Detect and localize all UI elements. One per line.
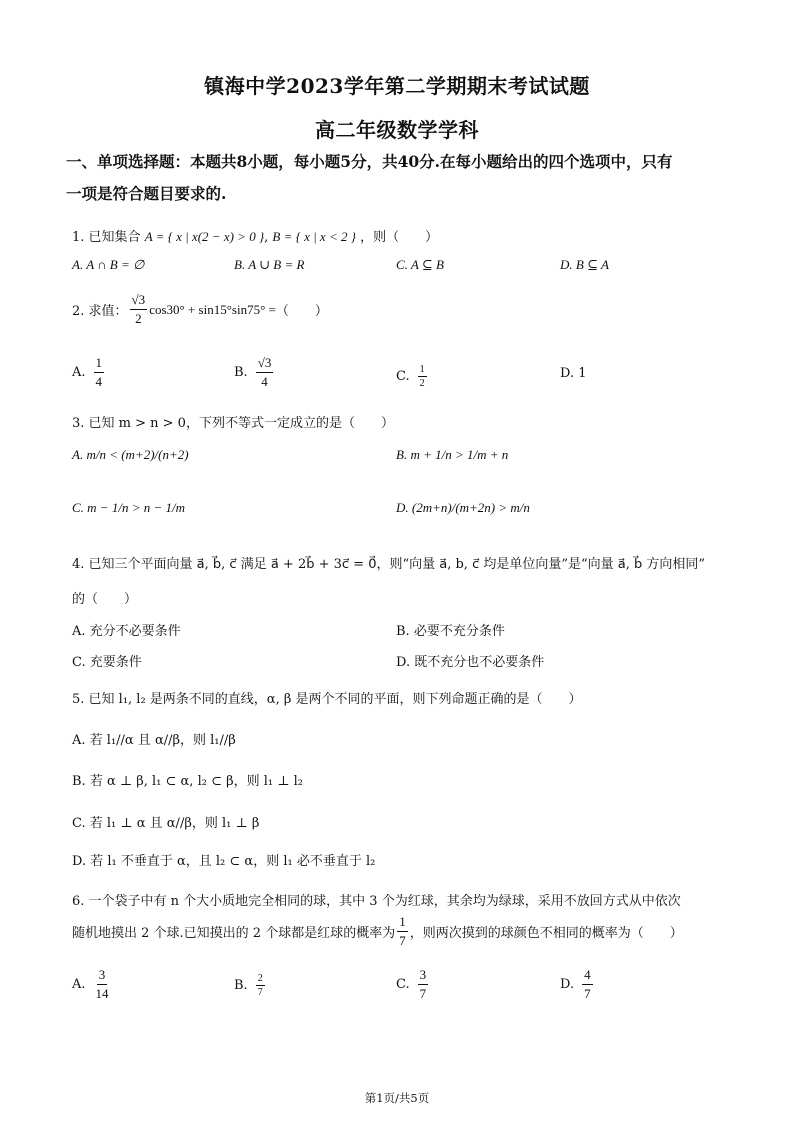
q6-option-b-den: 7	[257, 987, 263, 998]
q3-option-d: D. (2m+n)/(m+2n) > m/n	[396, 500, 530, 515]
q6-option-c-den: 7	[419, 986, 427, 1001]
q5-option-c: C. 若 l₁ ⊥ α 且 α//β，则 l₁ ⊥ β	[72, 816, 260, 831]
q2-option-c	[396, 364, 429, 389]
q6-option-a-num: 3	[97, 967, 108, 985]
q6-option-d	[560, 967, 595, 1002]
q1-option-c: C. A ⊆ B	[396, 257, 444, 272]
q6-option-b-fraction	[256, 973, 265, 998]
q2-stem	[72, 292, 328, 327]
q6-option-b-num: 2	[257, 973, 263, 984]
q1-stem-suffix: ，则（ ）	[360, 230, 439, 245]
q2-option-a	[72, 355, 106, 390]
q5-option-b: B. 若 α ⊥ β, l₁ ⊂ α, l₂ ⊂ β，则 l₁ ⊥ l₂	[72, 774, 303, 789]
q2-option-b	[234, 355, 275, 390]
q2-option-a-label: A.	[72, 365, 86, 380]
exam-title: 镇海中学2023学年第二学期期末考试试题	[204, 74, 590, 98]
q2-fraction	[130, 292, 148, 327]
q2-option-d: D. 1	[560, 366, 587, 381]
q2-option-a-fraction	[94, 355, 105, 390]
q6-option-a-den: 14	[95, 986, 109, 1001]
q2-option-b-num: √3	[256, 355, 274, 373]
q2-option-c-den: 2	[419, 378, 425, 389]
q4-option-b: B. 必要不充分条件	[396, 624, 505, 639]
q6-probability-den: 7	[399, 933, 406, 948]
exam-subtitle: 高二年级数学学科	[315, 118, 479, 142]
q6-option-c-num: 3	[418, 967, 429, 985]
q6-stem-line1: 6. 一个袋子中有 n 个大小质地完全相同的球，其中 3 个为红球，其余均为绿球，采用不放回方式从中依次	[72, 894, 681, 909]
q5-stem: 5. 已知 l₁, l₂ 是两条不同的直线，α, β 是两个不同的平面，则下列命题正确的是（ ）	[72, 692, 582, 707]
q3-option-c: C. m − 1/n > n − 1/m	[72, 500, 185, 515]
q6-option-a-label: A.	[72, 977, 86, 992]
q2-stem-suffix: （ ）	[275, 304, 328, 319]
q6-option-b	[234, 973, 267, 998]
page-number: 第1页/共5页	[364, 1091, 430, 1105]
q2-option-b-fraction	[256, 355, 274, 390]
q4-stem-line1: 4. 已知三个平面向量 a⃗, b⃗, c⃗ 满足 a⃗ + 2b⃗ + 3c⃗ = 0⃗，则“向量 a⃗, b, c⃗ 均是单位向量”是“向量 a⃗, b⃗ 方向相同”	[72, 557, 706, 572]
q4-option-a: A. 充分不必要条件	[72, 624, 181, 639]
q6-option-d-fraction	[582, 967, 593, 1002]
q6-stem-line2	[72, 914, 683, 949]
q2-fraction-numerator: √3	[130, 292, 148, 310]
q6-probability-num: 1	[397, 914, 408, 932]
q6-option-a-fraction	[94, 967, 111, 1002]
q6-stem-line2-prefix: 随机地摸出 2 个球.已知摸出的 2 个球都是红球的概率为	[72, 926, 396, 941]
q3-option-a: A. m/n < (m+2)/(n+2)	[72, 447, 189, 462]
q6-option-b-label: B.	[234, 978, 248, 993]
q5-option-d: D. 若 l₁ 不垂直于 α，且 l₂ ⊂ α，则 l₁ 必不垂直于 l₂	[72, 854, 376, 869]
q1-set-b: B = { x | x < 2 }	[272, 229, 356, 244]
q3-option-b: B. m + 1/n > 1/m + n	[396, 447, 509, 462]
q6-option-c-fraction	[418, 967, 429, 1002]
q2-option-a-num: 1	[94, 355, 105, 373]
q1-option-b: B. A ∪ B = R	[234, 257, 305, 272]
q4-option-d: D. 既不充分也不必要条件	[396, 655, 545, 670]
q1-set-a: A = { x | x(2 − x) > 0 }	[144, 229, 265, 244]
q2-fraction-denominator: 2	[135, 311, 142, 326]
q3-stem: 3. 已知 m > n > 0，下列不等式一定成立的是（ ）	[72, 416, 394, 431]
q6-option-a	[72, 967, 113, 1002]
q6-option-d-label: D.	[560, 977, 575, 992]
section-heading-line1: 一、单项选择题：本题共8小题，每小题5分，共40分.在每小题给出的四个选项中，只有	[66, 152, 673, 171]
q1-option-a: A. A ∩ B = ∅	[72, 257, 145, 272]
q2-stem-prefix: 2. 求值：	[72, 304, 128, 319]
q4-stem-line2: 的（ ）	[72, 592, 138, 607]
q6-option-c-label: C.	[396, 977, 410, 992]
q2-option-b-label: B.	[234, 365, 248, 380]
q1-stem-prefix: 1. 已知集合	[72, 230, 141, 245]
q4-option-c: C. 充要条件	[72, 655, 142, 670]
q6-option-d-den: 7	[584, 986, 591, 1001]
q2-option-c-num: 1	[419, 364, 425, 375]
section-heading-line2: 一项是符合题目要求的.	[66, 184, 227, 203]
q6-option-d-num: 4	[582, 967, 593, 985]
q1-option-d: D. B ⊆ A	[560, 257, 609, 272]
q2-option-c-label: C.	[396, 369, 410, 384]
q6-probability-fraction	[397, 914, 408, 949]
q2-option-b-den: 4	[261, 374, 268, 389]
q2-option-c-fraction	[418, 364, 427, 389]
q2-expression: cos30° + sin15°sin75° =	[149, 301, 276, 317]
q6-option-c	[396, 967, 430, 1002]
q5-option-a: A. 若 l₁//α 且 α//β，则 l₁//β	[72, 733, 236, 748]
q2-option-a-den: 4	[95, 374, 103, 389]
q1-stem: 1. 已知集合 A = { x | x(2 − x) > 0 }, B = { x | x < 2 } ，则（ ）	[72, 229, 439, 245]
q6-stem-line2-suffix: ，则两次摸到的球颜色不相同的概率为（ ）	[409, 926, 683, 941]
